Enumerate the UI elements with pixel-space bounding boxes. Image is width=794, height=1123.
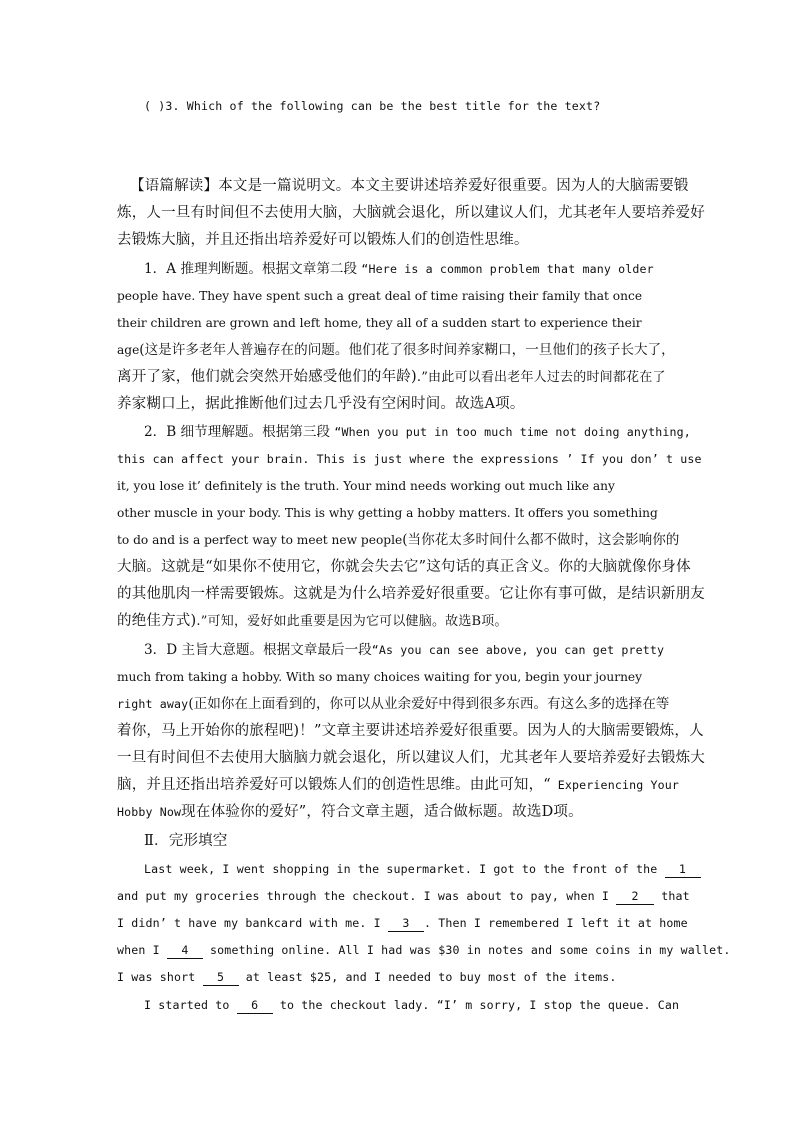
cloze-text: at least $25, and I needed to buy most of the items. [238, 970, 617, 984]
answer-3-line-7 [117, 802, 679, 822]
cloze-text: something online. All I had was $30 in notes and some coins in my wallet. [202, 943, 731, 957]
answer-3-quote-end: right away [117, 697, 189, 711]
cloze-blank-5[interactable]: 5 [203, 969, 239, 986]
answer-3-line-1 [144, 640, 679, 660]
answer-2-line-7: 的其他肌肉一样需要锻炼。这就是为什么培养爱好很重要。它让你有事可做，是结识新朋友 [117, 586, 705, 602]
cloze-line-1 [144, 859, 687, 879]
answer-3-reasoning-cont: 脑，并且还指出培养爱好可以锻炼人们的创造性思维。由此可知，“ [117, 777, 551, 793]
answer-2-quote-end: to do and is a perfect way to meet new people [117, 533, 403, 547]
answer-1-line-5 [117, 367, 679, 388]
answer-1-reasoning: .”由此可以看出老年人过去的时间都花在了 [416, 370, 666, 385]
answer-2-line-1 [144, 422, 691, 442]
cloze-blank-3[interactable]: 3 [388, 915, 424, 932]
answer-1-translation: (这是许多老年人普遍存在的问题。他们花了很多时间养家糊口，一旦他们的孩子长大了， [139, 342, 675, 358]
answer-1-line-3: their children are grown and left home, they all of a sudden start to experience their [117, 316, 642, 330]
cloze-blank-4[interactable]: 4 [167, 942, 203, 959]
answer-1-quote-start: “Here is a common problem that many older [361, 262, 654, 276]
cloze-line-6 [144, 995, 679, 1015]
cloze-text: Last week, I went shopping in the supermarket. I got to the front of the [144, 862, 665, 876]
answer-3-line-5: 一旦有时间但不去使用大脑脑力就会退化，所以建议人们，尤其老年人要培养爱好去锻炼大 [117, 750, 705, 766]
answer-2-line-6: 大脑。这就是“如果你不使用它，你就会失去它”这句话的真正含义。你的大脑就像你身体 [117, 559, 691, 575]
answer-2-translation-end: 的绝佳方式) [117, 613, 197, 629]
cloze-line-2 [117, 886, 690, 906]
cloze-text: to the checkout lady. “I’ m sorry, I stop the queue. Can [272, 998, 680, 1012]
answer-2-line-2: this can affect your brain. This is just where the expressions ’ If you don’ t use [117, 452, 702, 466]
answer-1-line-2: people have. They have spent such a great deal of time raising their family that once [117, 289, 643, 303]
answer-1-quote-end: age [117, 343, 140, 357]
answer-2-label: 2．B 细节理解题。根据第三段 [144, 424, 335, 440]
answer-3-label: 3．D 主旨大意题。根据文章最后一段 [144, 642, 372, 658]
cloze-text: I started to [144, 998, 237, 1012]
answer-2-line-8 [117, 611, 679, 632]
cloze-text: . Then I remembered I left it at home [423, 916, 688, 930]
analysis-line-1: 【语篇解读】本文是一篇说明文。本文主要讲述培养爱好很重要。因为人的大脑需要锻 [130, 178, 689, 194]
answer-2-line-3: it, you lose it’ definitely is the truth. Your mind needs working out much like any [117, 479, 615, 493]
answer-2-translation: (当你花太多时间什么都不做时，这会影响你的 [402, 532, 680, 548]
answer-2-line-5 [117, 530, 679, 550]
answer-1-line-4 [117, 340, 679, 360]
analysis-line-2: 炼，人一旦有时间但不去使用大脑，大脑就会退化，所以建议人们，尤其老年人要培养爱好 [117, 205, 705, 221]
answer-3-conclusion: 现在体验你的爱好”，符合文章主题，适合做标题。故选D项。 [181, 804, 583, 820]
section-2-title: Ⅱ．完形填空 [144, 833, 228, 849]
answer-3-title-quote: Experiencing Your [557, 778, 679, 792]
answer-2-line-4: other muscle in your body. This is why getting a hobby matters. It offers you something [117, 506, 658, 520]
answer-3-line-3 [117, 694, 679, 714]
cloze-blank-2[interactable]: 2 [616, 888, 654, 905]
cloze-text: that [654, 889, 690, 903]
answer-2-quote-start: “When you put in too much time not doing anything, [334, 425, 691, 439]
question-3-stem: ( )3. Which of the following can be the best title for the text? [144, 99, 601, 113]
analysis-line-3: 去锻炼大脑，并且还指出培养爱好可以锻炼人们的创造性思维。 [117, 232, 529, 248]
cloze-text: I didn’ t have my bankcard with me. I [117, 916, 388, 930]
answer-1-translation-end: 离开了家，他们就会突然开始感受他们的年龄) [117, 369, 417, 385]
cloze-text: when I [117, 943, 167, 957]
answer-1-line-1 [144, 259, 679, 279]
cloze-text: and put my groceries through the checkout. I was about to pay, when I [117, 889, 617, 903]
cloze-blank-6[interactable]: 6 [237, 997, 273, 1014]
answer-3-title-quote-end: Hobby Now [117, 805, 182, 819]
answer-2-reasoning: .”可知，爱好如此重要是因为它可以健脑。故选B项。 [196, 614, 508, 629]
answer-3-translation: (正如你在上面看到的，你可以从业余爱好中得到很多东西。有这么多的选择在等 [188, 696, 670, 712]
cloze-line-5 [117, 967, 679, 987]
answer-3-quote-start: “As you can see above, you can get pretty [371, 643, 665, 657]
cloze-line-3 [117, 913, 688, 933]
answer-1-line-6: 养家糊口上，据此推断他们过去几乎没有空闲时间。故选A项。 [117, 396, 525, 412]
cloze-line-4 [117, 940, 731, 960]
answer-3-line-6 [117, 775, 679, 795]
cloze-blank-1[interactable]: 1 [665, 861, 701, 878]
answer-1-label: 1．A 推理判断题。根据文章第二段 [144, 261, 362, 277]
answer-3-line-4 [117, 721, 704, 741]
answer-3-line-2: much from taking a hobby. With so many choices waiting for you, begin your journey [117, 670, 643, 684]
answer-3-reasoning: ”文章主要讲述培养爱好很重要。因为人的大脑需要锻炼，人 [313, 723, 704, 739]
cloze-text: I was short [117, 970, 203, 984]
answer-3-translation-end: 着你，马上开始你的旅程吧)！ [117, 723, 314, 739]
